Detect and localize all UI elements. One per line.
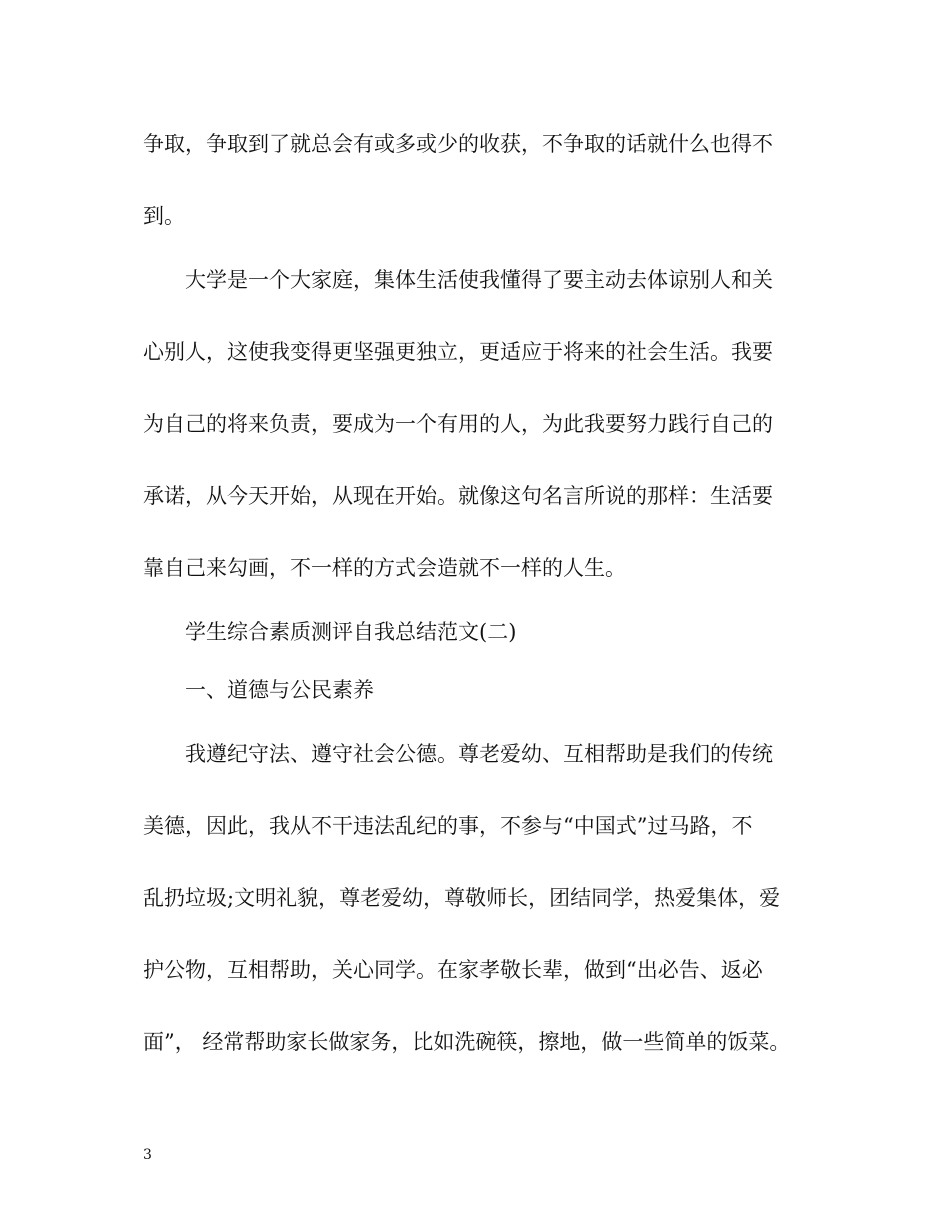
paragraph-first-line: 大学是一个大家庭，集体生活使我懂得了要主动去体谅别人和关	[185, 268, 773, 292]
text-line: 到。	[143, 204, 185, 228]
text-line: 心别人，这使我变得更坚强更独立，更适应于将来的社会生活。我要	[143, 340, 773, 364]
section-title: 学生综合素质测评自我总结范文(二)	[185, 620, 517, 644]
text-line: 承诺，从今天开始，从现在开始。就像这句名言所说的那样：生活要	[143, 484, 773, 508]
text-line: 面”， 经常帮助家长做家务，比如洗碗筷，擦地，做一些简单的饭菜。	[143, 1030, 791, 1054]
text-line: 乱扔垃圾;文明礼貌，尊老爱幼，尊敬师长，团结同学，热爱集体，爱	[143, 886, 781, 910]
text-line: 护公物，互相帮助，关心同学。在家孝敬长辈，做到“出必告、返必	[143, 958, 763, 982]
text-line: 美德，因此，我从不干违法乱纪的事，不参与“中国式”过马路，不	[143, 814, 753, 838]
text-line: 争取，争取到了就总会有或多或少的收获，不争取的话就什么也得不	[143, 132, 773, 156]
text-line: 靠自己来勾画，不一样的方式会造就不一样的人生。	[143, 556, 626, 580]
paragraph-first-line: 我遵纪守法、遵守社会公德。尊老爱幼、互相帮助是我们的传统	[185, 742, 773, 766]
section-heading: 一、道德与公民素养	[185, 678, 374, 702]
page-number: 3	[143, 1147, 152, 1163]
text-line: 为自己的将来负责，要成为一个有用的人，为此我要努力践行自己的	[143, 412, 773, 436]
